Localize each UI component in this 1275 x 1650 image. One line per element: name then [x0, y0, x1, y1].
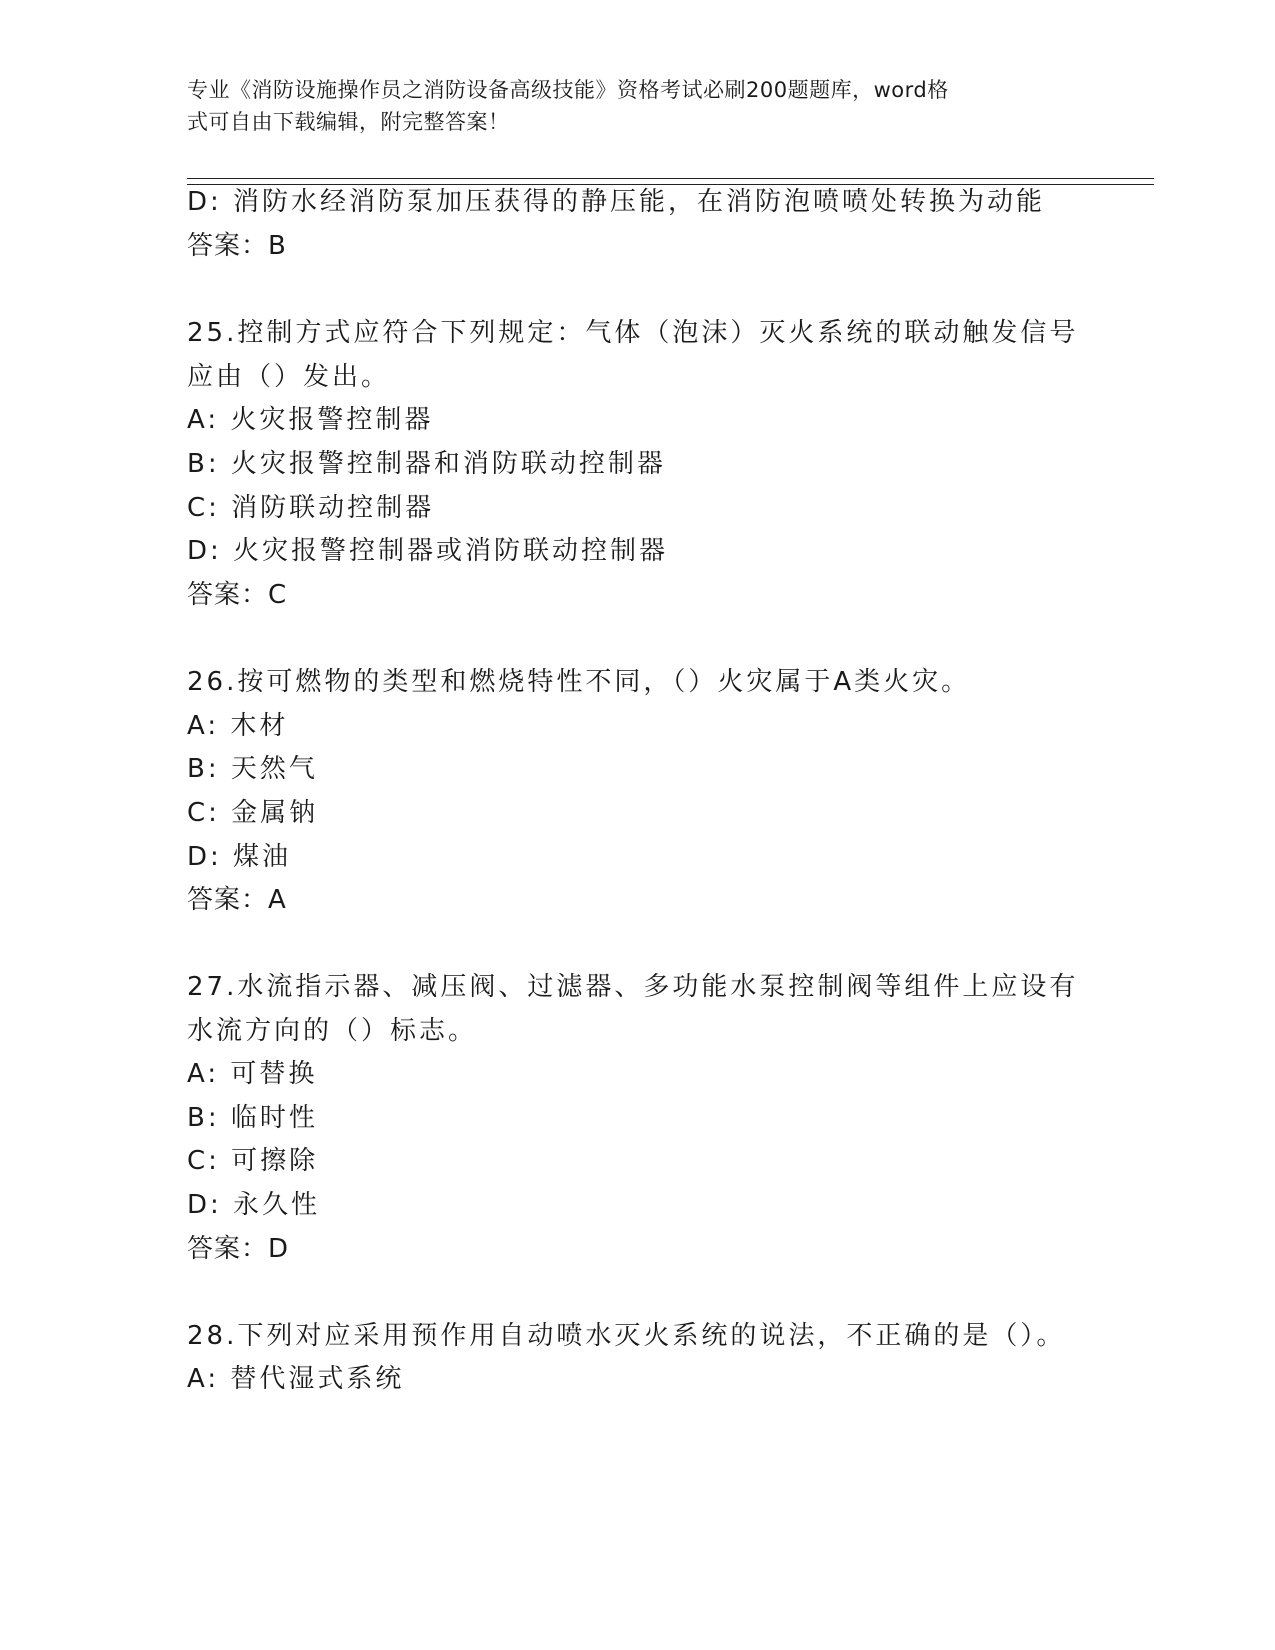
- q26-option-d: D: 煤油: [187, 842, 292, 872]
- prev-answer: 答案：B: [187, 231, 287, 261]
- document-header: [187, 74, 1077, 138]
- q26-stem-line-1: 26.按可燃物的类型和燃烧特性不同，（）火灾属于A类火灾。: [187, 667, 971, 697]
- q26-option-c: C: 金属钠: [187, 798, 319, 828]
- q25-stem-line-2: 应由（）发出。: [187, 362, 391, 392]
- q25-option-b: B: 火灾报警控制器和消防联动控制器: [187, 449, 666, 479]
- q26-option-b: B: 天然气: [187, 754, 318, 784]
- q25-option-a: A: 火灾报警控制器: [187, 405, 434, 435]
- header-line-1: 专业《消防设施操作员之消防设备高级技能》资格考试必刷200题题库，word格: [187, 78, 949, 102]
- q28-stem-line-1: 28.下列对应采用预作用自动喷水灭火系统的说法，不正确的是（）。: [187, 1321, 1066, 1351]
- q25-stem-line-1: 25.控制方式应符合下列规定：气体（泡沫）灭火系统的联动触发信号: [187, 318, 1079, 348]
- q28-option-a: A: 替代湿式系统: [187, 1364, 405, 1394]
- q27-option-b: B: 临时性: [187, 1103, 318, 1133]
- q27-option-d: D: 永久性: [187, 1190, 321, 1220]
- q27-answer: 答案：D: [187, 1234, 290, 1264]
- header-divider-top: [187, 178, 1154, 179]
- header-line-2: 式可自由下载编辑，附完整答案！: [187, 110, 510, 134]
- q27-stem-line-1: 27.水流指示器、减压阀、过滤器、多功能水泵控制阀等组件上应设有: [187, 972, 1079, 1002]
- prev-option-d: D: 消防水经消防泵加压获得的静压能，在消防泡喷喷处转换为动能: [187, 187, 1046, 217]
- q25-option-d: D: 火灾报警控制器或消防联动控制器: [187, 536, 669, 566]
- q27-option-a: A: 可替换: [187, 1059, 318, 1089]
- q27-stem-line-2: 水流方向的（）标志。: [187, 1016, 478, 1046]
- q25-answer: 答案：C: [187, 580, 288, 610]
- q27-option-c: C: 可擦除: [187, 1146, 319, 1176]
- q26-option-a: A: 木材: [187, 711, 289, 741]
- q26-answer: 答案：A: [187, 885, 287, 915]
- q25-option-c: C: 消防联动控制器: [187, 493, 435, 523]
